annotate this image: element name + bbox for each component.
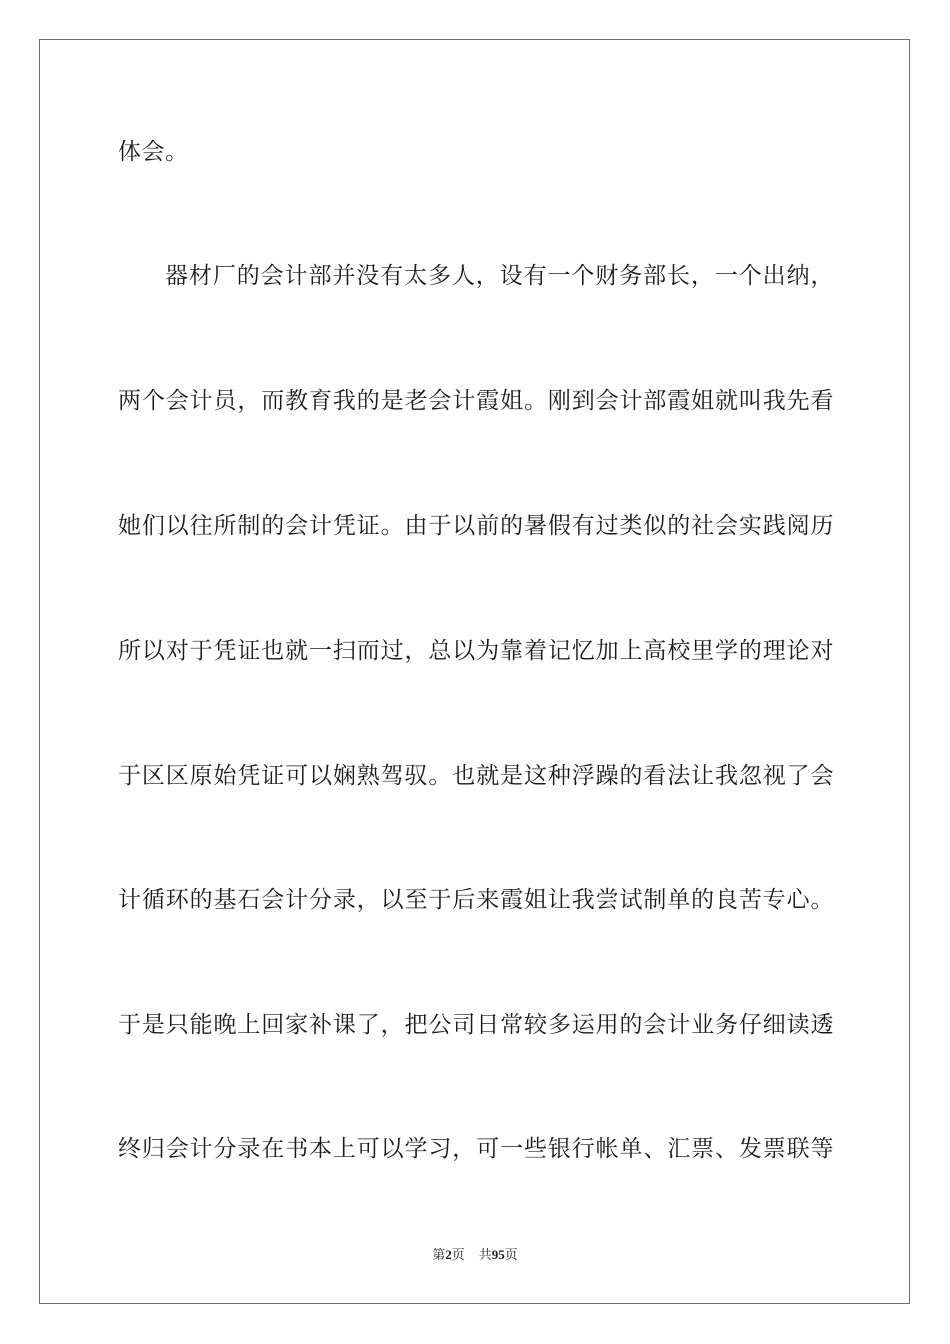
paragraph-line: 所以对于凭证也就一扫而过，总以为靠着记忆加上高校里学的理论对 (118, 638, 834, 664)
paragraph-line: 器材厂的会计部并没有太多人，设有一个财务部长，一个出纳， (165, 263, 834, 289)
paragraph-line: 体会。 (118, 139, 189, 165)
page-number: 2 (445, 1247, 452, 1262)
paragraph-line: 计循环的基石会计分录，以至于后来霞姐让我尝试制单的良苦专心。 (118, 887, 834, 913)
paragraph-line: 终归会计分录在书本上可以学习，可一些银行帐单、汇票、发票联等 (118, 1136, 834, 1162)
paragraph-line: 于是只能晚上回家补课了，把公司日常较多运用的会计业务仔细读透 (118, 1012, 834, 1038)
paragraph-line: 两个会计员，而教育我的是老会计霞姐。刚到会计部霞姐就叫我先看 (118, 388, 834, 414)
paragraph-line: 她们以往所制的会计凭证。由于以前的暑假有过类似的社会实践阅历 (118, 513, 834, 539)
total-suffix: 页 (504, 1248, 518, 1263)
page-border (39, 39, 910, 1304)
page-prefix: 第 (432, 1248, 446, 1263)
total-prefix: 共 (478, 1248, 492, 1263)
paragraph-line: 于区区原始凭证可以娴熟驾驭。也就是这种浮躁的看法让我忽视了会 (118, 763, 834, 789)
total-pages: 95 (491, 1247, 505, 1262)
page-suffix: 页 (451, 1248, 465, 1263)
page-footer (0, 1245, 950, 1266)
